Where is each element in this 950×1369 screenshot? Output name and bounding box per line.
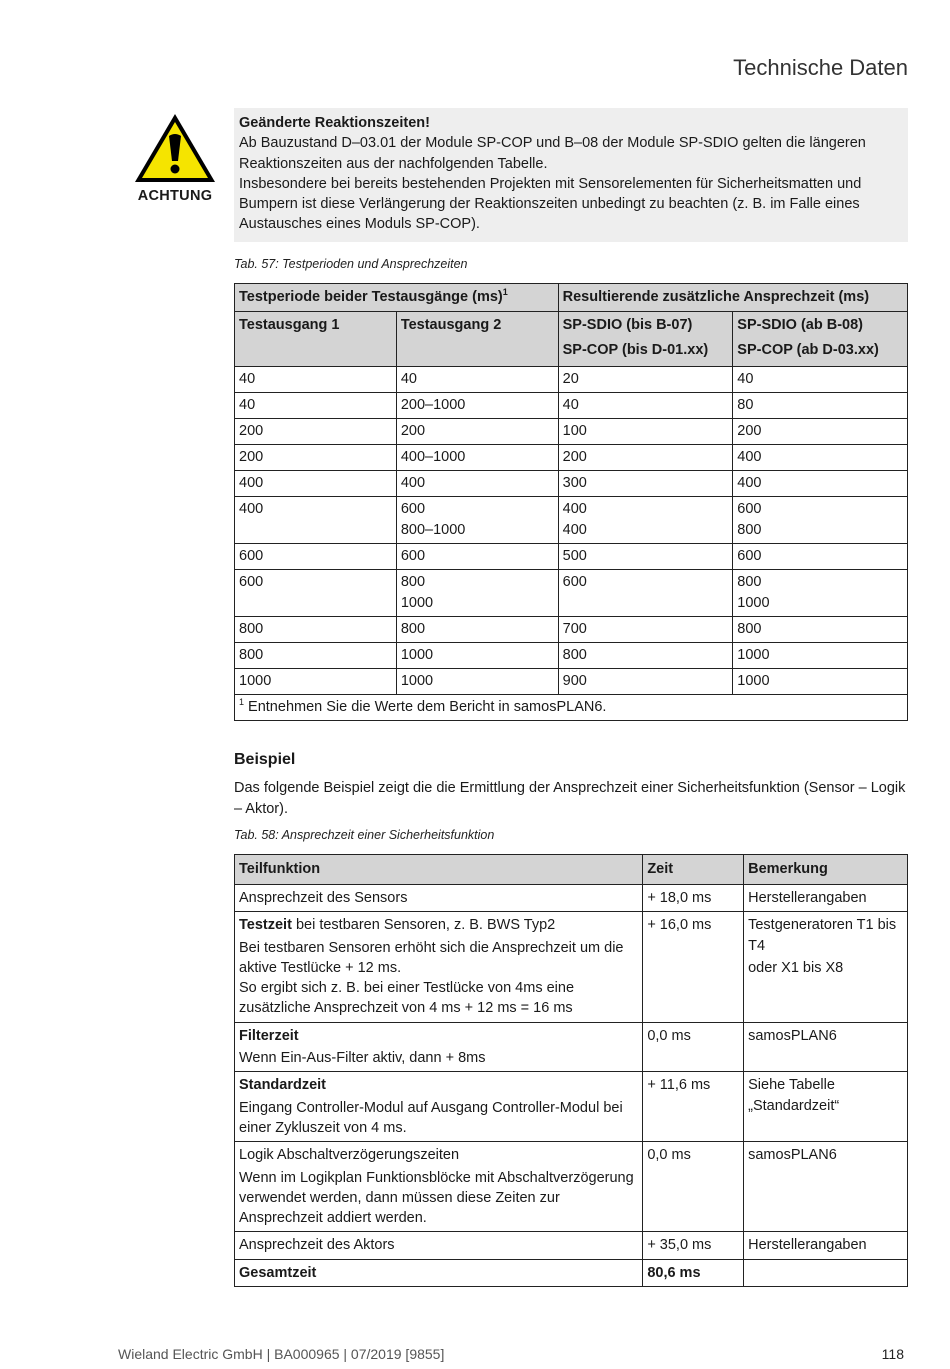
header-testausgang-2: Testausgang 2 xyxy=(396,312,558,367)
table-row: Standardzeit Eingang Controller-Modul auf Ausgang Controller-Modul bei einer Zykluszeit von 4 ms. + 11,6 ms Siehe Tabelle „Standardzeit“ xyxy=(235,1072,908,1142)
table-row: 600 600 500 600 xyxy=(235,544,908,570)
section-title: Technische Daten xyxy=(733,55,908,80)
warning-sign xyxy=(133,112,217,204)
warning-triangle-icon xyxy=(133,112,217,184)
table-row: Testzeit bei testbaren Sensoren, z. B. BWS Typ2 Bei testbaren Sensoren erhöht sich die Ansprechzeit um die aktive Testlücke + 12 ms. So ergibt sich z. B. bei einer Testlücke von 4ms eine zusätzliche Ansprechzeit von 4 ms + 12 ms = 16 ms + 16,0 ms Testgeneratoren T1 bis T4 oder X1 bis X8 xyxy=(235,912,908,1022)
table-row: Ansprechzeit des Aktors + 35,0 ms Herstellerangaben xyxy=(235,1232,908,1259)
table57-footnote: $^1$ Entnehmen Sie die Werte dem Bericht in samosPLAN6. xyxy=(235,695,908,721)
warning-label: ACHTUNG xyxy=(137,188,213,204)
table-row: 200 200 100 200 xyxy=(235,419,908,445)
group-header-response-time: Resultierende zusätzliche Ansprechzeit (ms) xyxy=(558,284,907,312)
header-zeit: Zeit xyxy=(643,855,744,885)
table-row: 800 1000 800 1000 xyxy=(235,643,908,669)
header-teilfunktion: Teilfunktion xyxy=(235,855,643,885)
header-old-modules: SP-SDIO (bis B-07) SP-COP (bis D-01.xx) xyxy=(558,312,733,367)
header-testausgang-1: Testausgang 1 xyxy=(235,312,397,367)
footer-document-info: Wieland Electric GmbH | BA000965 | 07/2019 [9855] xyxy=(118,1346,445,1362)
table-row: 40 40 20 40 xyxy=(235,367,908,393)
table-row: 400 400 300 400 xyxy=(235,471,908,497)
table58-caption: Tab. 58: Ansprechzeit einer Sicherheitsfunktion xyxy=(234,828,495,842)
table-row: 1000 1000 900 1000 xyxy=(235,669,908,695)
table-row: Logik Abschaltverzögerungszeiten Wenn im Logikplan Funktionsblöcke mit Abschaltverzögerung verwendet werden, dann müssen diese Zeiten zur Ansprechzeit addiert werden. 0,0 ms samosPLAN6 xyxy=(235,1142,908,1232)
header-new-modules: SP-SDIO (ab B-08) SP-COP (ab D-03.xx) xyxy=(733,312,908,367)
table-row: 400 600 800–1000 400 400 600 800 xyxy=(235,497,908,544)
group-header-test-period: Testperiode beider Testausgänge (ms)$^1$ xyxy=(235,284,559,312)
table-row: 200 400–1000 200 400 xyxy=(235,445,908,471)
warning-title: Geänderte Reaktionszeiten! xyxy=(239,115,430,131)
table-row: Filterzeit Wenn Ein-Aus-Filter aktiv, dann + 8ms 0,0 ms samosPLAN6 xyxy=(235,1022,908,1072)
beispiel-heading: Beispiel xyxy=(234,751,296,768)
warning-text-1: Ab Bauzustand D–03.01 der Module SP-COP und B–08 der Module SP-SDIO gelten die längeren Reaktionszeiten aus der nachfolgenden Tabelle. xyxy=(239,135,866,172)
warning-text-2: Insbesondere bei bereits bestehenden Projekten mit Sensorelementen für Sicherheitsmatten und Bumpern ist diese Verlängerung der Reaktionszeiten unbedingt zu beachten (z. B. im Falle eines Austausches eines Moduls SP-COP). xyxy=(239,175,862,233)
header-bemerkung: Bemerkung xyxy=(744,855,908,885)
table-response-time xyxy=(234,854,908,1287)
table-row: 600 800 1000 600 800 1000 xyxy=(235,570,908,617)
table-row: 40 200–1000 40 80 xyxy=(235,393,908,419)
table-row: Ansprechzeit des Sensors + 18,0 ms Herstellerangaben xyxy=(235,885,908,912)
table57-caption: Tab. 57: Testperioden und Ansprechzeiten xyxy=(234,257,468,271)
page-number: 118 xyxy=(881,1346,904,1362)
table-row: 800 800 700 800 xyxy=(235,617,908,643)
table-test-periods xyxy=(234,283,908,721)
warning-box xyxy=(234,108,908,242)
table-row-total: Gesamtzeit 80,6 ms xyxy=(235,1259,908,1286)
beispiel-text: Das folgende Beispiel zeigt die die Ermittlung der Ansprechzeit einer Sicherheitsfunktion (Sensor – Logik – Aktor). xyxy=(234,780,906,817)
